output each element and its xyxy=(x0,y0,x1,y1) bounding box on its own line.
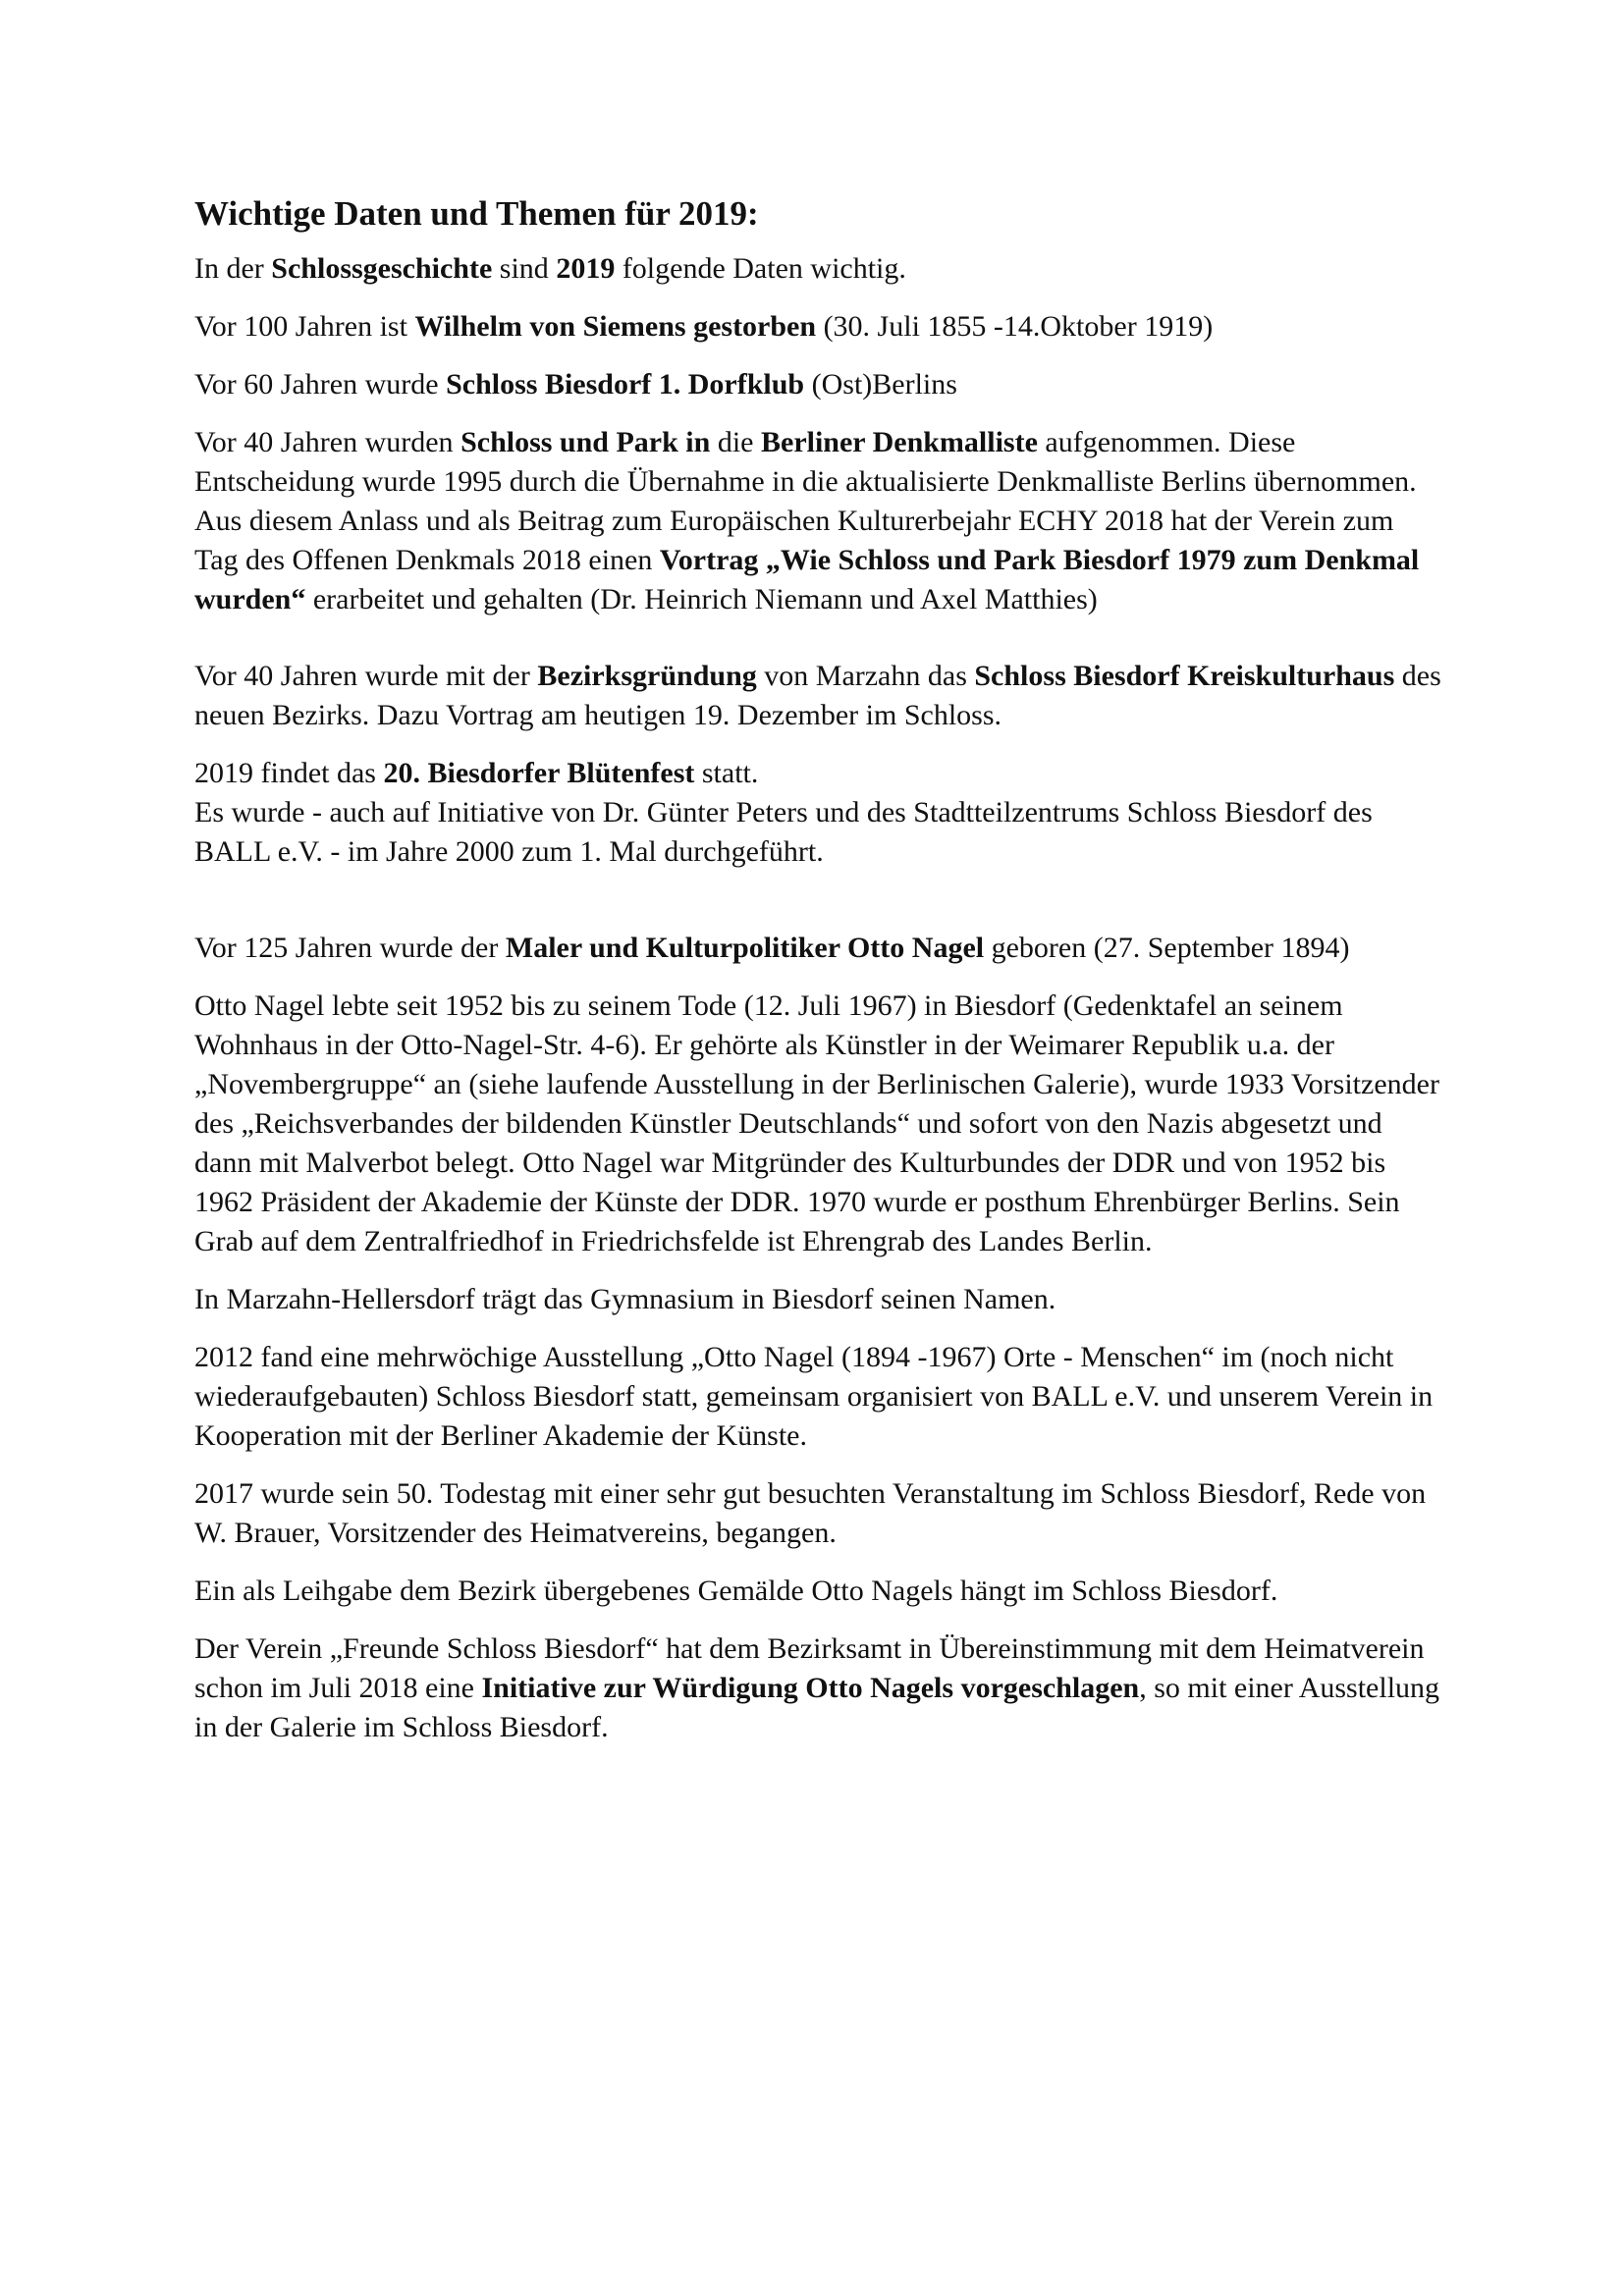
text-segment: des neuen Bezirks. Dazu Vortrag am heutigen 19. Dezember im Schloss. xyxy=(194,660,1441,731)
text-segment: In Marzahn-Hellersdorf trägt das Gymnasium in Biesdorf seinen Namen. xyxy=(194,1283,1056,1315)
text-segment: Vor 40 Jahren wurde mit der xyxy=(194,660,538,692)
paragraph-denkmalliste xyxy=(194,423,1441,619)
bold-text: Schloss und Park in xyxy=(460,426,711,458)
text-segment: die xyxy=(710,426,761,458)
text-segment: erarbeitet und gehalten (Dr. Heinrich Niemann und Axel Matthies) xyxy=(305,583,1098,615)
text-segment: von Marzahn das xyxy=(756,660,975,692)
text-segment: (30. Juli 1855 -14.Oktober 1919) xyxy=(816,310,1214,343)
bold-text: Schloss Biesdorf 1. Dorfklub xyxy=(446,368,805,400)
bold-text: Berliner Denkmalliste xyxy=(761,426,1038,458)
text-segment: geboren (27. September 1894) xyxy=(984,932,1350,964)
text-segment: Vor 125 Jahren wurde der xyxy=(194,932,506,964)
text-segment: Ein als Leihgabe dem Bezirk übergebenes Gemälde Otto Nagels hängt im Schloss Biesdorf. xyxy=(194,1575,1278,1607)
paragraph-bluetenfest xyxy=(194,754,1441,872)
text-segment: 2019 findet das xyxy=(194,757,384,789)
text-segment: 2017 wurde sein 50. Todestag mit einer sehr gut besuchten Veranstaltung im Schloss Biesdorf, Rede von W. Brauer, Vorsitzender des Heimatvereins, begangen. xyxy=(194,1477,1427,1549)
text-segment: Vor 100 Jahren ist xyxy=(194,310,415,343)
bold-text: Schlossgeschichte xyxy=(271,252,493,285)
paragraph-gymnasium xyxy=(194,1280,1441,1319)
text-segment: Otto Nagel lebte seit 1952 bis zu seinem Tode (12. Juli 1967) in Biesdorf (Gedenktafel an seinem Wohnhaus in der Otto-Nagel-Str. 4-6). Er gehörte als Künstler in der Weimarer Republik u.a. der „Novembergruppe“ an (siehe laufende Ausstellung in der Berlinischen Galerie), wurde 1933 Vorsitzender des „Reichsverbandes der bildenden Künstler Deutschlands“ und sofort von den Nazis abgesetzt und dann mit Malverbot belegt. Otto Nagel war Mitgründer des Kulturbundes der DDR und von 1952 bis 1962 Präsident der Akademie der Künste der DDR. 1970 wurde er posthum Ehrenbürger Berlins. Sein Grab auf dem Zentralfriedhof in Friedrichsfelde ist Ehrengrab des Landes Berlin. xyxy=(194,989,1439,1257)
text-segment: (Ost)Berlins xyxy=(804,368,957,400)
paragraph-bezirksgruendung xyxy=(194,657,1441,735)
paragraph-initiative xyxy=(194,1629,1441,1747)
text-segment: Vor 40 Jahren wurden xyxy=(194,426,461,458)
text-segment: statt. xyxy=(694,757,759,789)
text-segment: Der Verein „Freunde Schloss Biesdorf“ hat dem Bezirksamt in Übereinstimmung mit dem Heimatverein schon im Juli 2018 eine xyxy=(194,1632,1425,1704)
text-segment: Vor 60 Jahren wurde xyxy=(194,368,447,400)
paragraph-gemaelde xyxy=(194,1572,1441,1611)
text-segment: folgende Daten wichtig. xyxy=(615,252,906,285)
paragraph-schlossgeschichte xyxy=(194,249,1441,289)
document-title: Wichtige Daten und Themen für 2019: xyxy=(194,194,759,233)
paragraph-otto-nagel-biography xyxy=(194,987,1441,1261)
paragraph-ausstellung-2012 xyxy=(194,1338,1441,1456)
text-segment: sind xyxy=(492,252,557,285)
bold-text: Maler und Kulturpolitiker Otto Nagel xyxy=(505,932,985,964)
bold-text: 2019 xyxy=(556,252,616,285)
text-segment: 2012 fand eine mehrwöchige Ausstellung „Otto Nagel (1894 -1967) Orte - Menschen“ im (noch nicht wiederaufgebauten) Schloss Biesdorf statt, gemeinsam organisiert von BALL e.V. und unserem Verein in Kooperation mit der Berliner Akademie der Künste. xyxy=(194,1341,1434,1452)
text-segment: , so mit einer Ausstellung in der Galerie im Schloss Biesdorf. xyxy=(194,1672,1440,1743)
paragraph-otto-nagel-birth xyxy=(194,929,1441,968)
paragraph-dorfklub xyxy=(194,365,1441,404)
paragraph-siemens xyxy=(194,307,1441,347)
paragraph-todestag-2017 xyxy=(194,1474,1441,1553)
text-segment: In der xyxy=(194,252,272,285)
bold-text: Bezirksgründung xyxy=(537,660,757,692)
bold-text: Wilhelm von Siemens gestorben xyxy=(414,310,817,343)
text-segment: aufgenommen. Diese Entscheidung wurde 1995 durch die Übernahme in die aktualisierte Denkmalliste Berlins übernommen. Aus diesem Anlass und als Beitrag zum Europäischen Kulturerbejahr ECHY 2018 hat der Verein zum Tag des Offenen Denkmals 2018 einen xyxy=(194,426,1417,576)
bold-text: 20. Biesdorfer Blütenfest xyxy=(383,757,695,789)
text-segment: Es wurde - auch auf Initiative von Dr. Günter Peters und des Stadtteilzentrums Schloss Biesdorf des BALL e.V. - im Jahre 2000 zum 1. Mal durchgeführt. xyxy=(194,796,1373,868)
bold-text: Schloss Biesdorf Kreiskulturhaus xyxy=(974,660,1395,692)
bold-text: Initiative zur Würdigung Otto Nagels vorgeschlagen xyxy=(481,1672,1140,1704)
bold-text: Vortrag „Wie Schloss und Park Biesdorf 1979 zum Denkmal wurden“ xyxy=(194,544,1420,615)
document-page xyxy=(194,192,1441,1766)
